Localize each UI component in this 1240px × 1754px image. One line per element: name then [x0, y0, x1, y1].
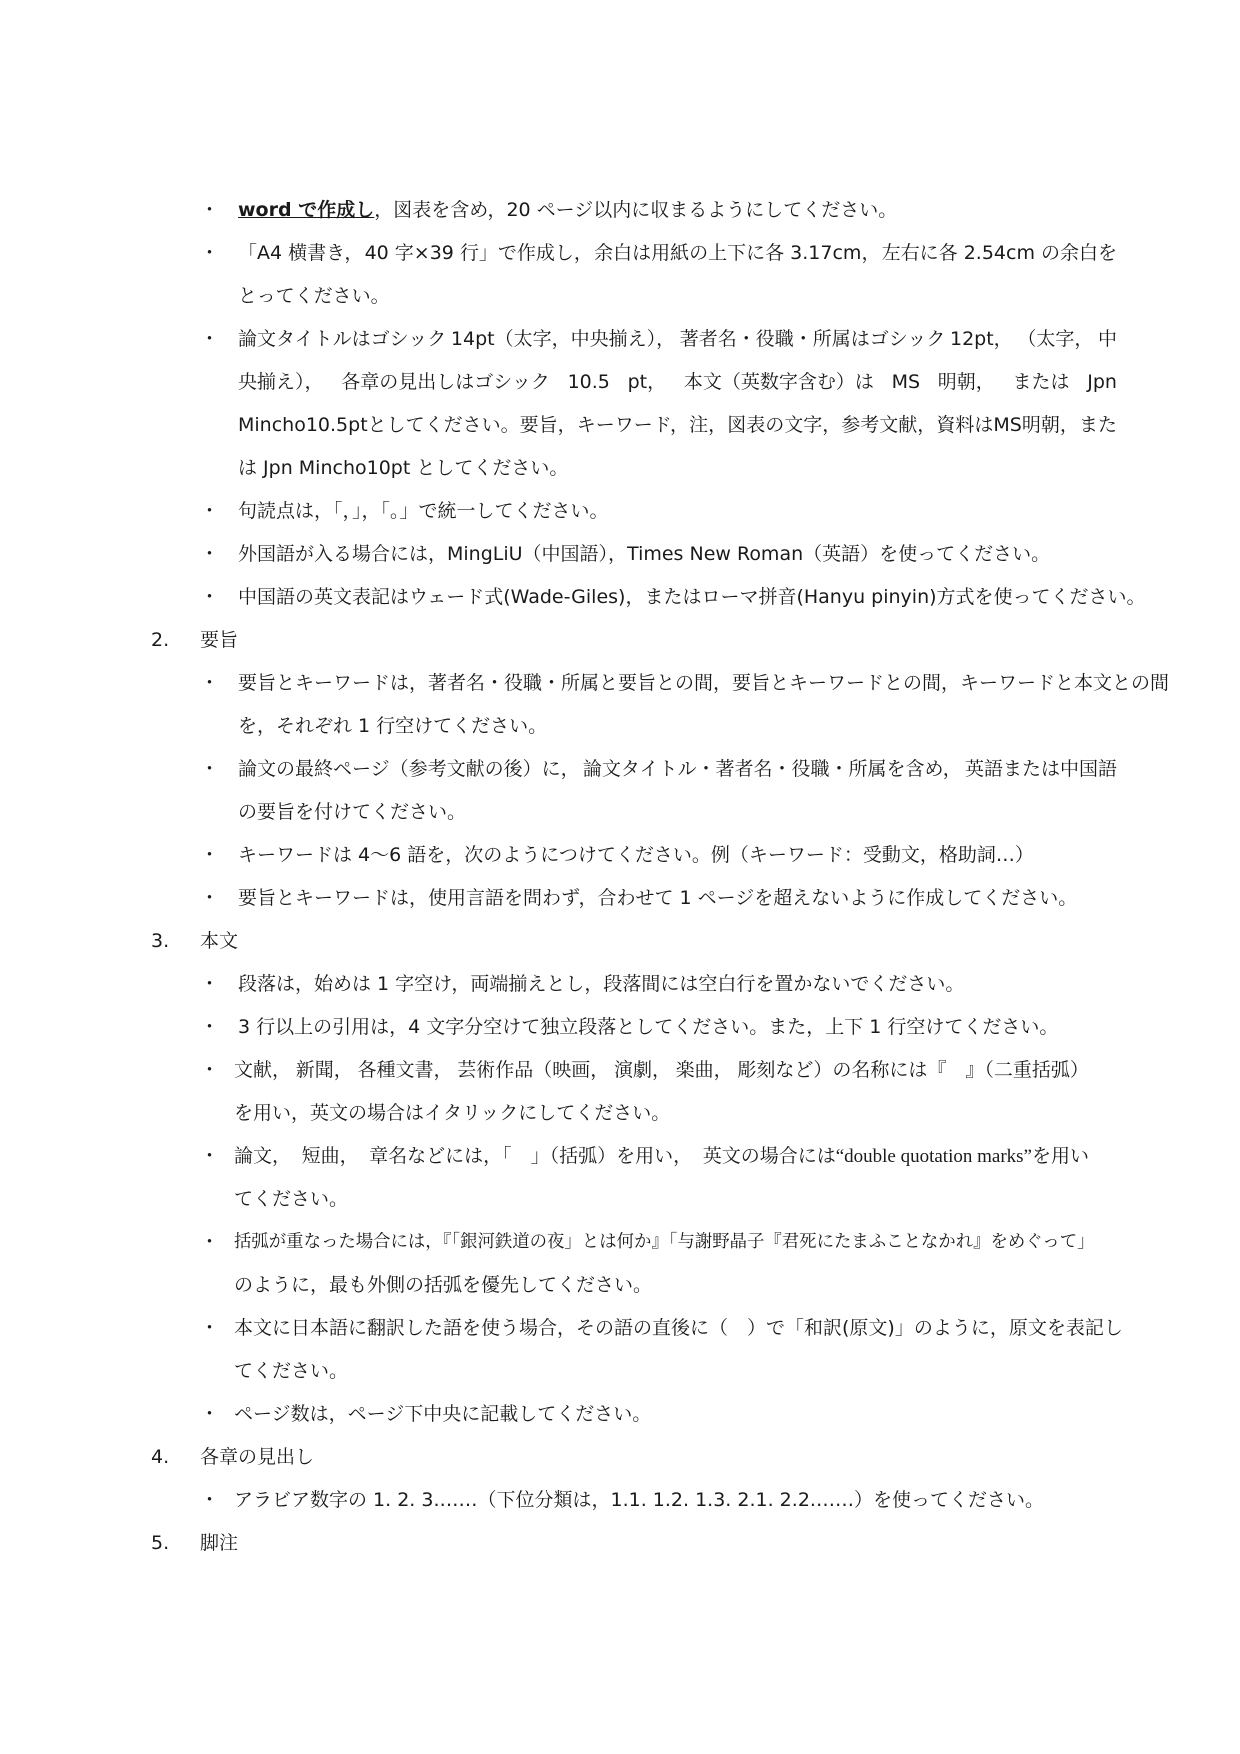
format-bullet-2-line-1: 「A4 横書き， 40 字×39 行」で作成し， 余白は用紙の上下に各 3.17cm， 左右に各 2.54cm の余白を [238, 242, 1117, 264]
section-number: 3. [151, 930, 170, 952]
format-bullet-2-line-2: とってください。 [238, 285, 390, 307]
bullet-marker: ・ [200, 672, 220, 694]
bullet-marker: ・ [200, 1231, 220, 1253]
bullet-marker: ・ [200, 242, 220, 264]
bullet-marker: ・ [200, 844, 220, 866]
bullet-marker: ・ [200, 758, 220, 780]
bullet-marker: ・ [200, 500, 220, 522]
abstract-bullet-1-line-1: 要旨とキーワードは， 著者名・役職・所属と要旨との間， 要旨とキーワードとの間， キーワードと本文との間 [238, 672, 1170, 694]
format-bullet-3-line-1: 論文タイトルはゴシック 14pt（太字，中央揃え）， 著者名・役職・所属はゴシック 12pt， （太字， 中 [238, 328, 1117, 350]
body-bullet-5-line-1: 括弧が重なった場合には，『「銀河鉄道の夜」とは何か』「与謝野晶子『君死にたまふことなかれ』をめぐって」 [234, 1232, 1095, 1252]
format-bullet-1: word で作成し，図表を含め，20 ページ以内に収まるようにしてください。 [238, 199, 898, 221]
body-bullet-6-line-2: てください。 [234, 1360, 349, 1382]
headings-bullet-1: アラビア数字の 1. 2. 3.……（下位分類は，1.1. 1.2. 1.3. 2.1. 2.2.……）を使ってください。 [234, 1489, 1044, 1511]
bullet-marker: ・ [200, 1016, 220, 1038]
format-bullet-3-line-3: Mincho10.5ptとしてください。要旨， キーワード， 注， 図表の文字， 参考文献， 資料はMS明朝， また [238, 414, 1117, 436]
bullet-marker: ・ [200, 1489, 220, 1511]
body-bullet-6-line-1: 本文に日本語に翻訳した語を使う場合， その語の直後に（ ）で「和訳(原文)」のように， 原文を表記し [234, 1317, 1123, 1339]
body-bullet-1: 段落は，始めは 1 字空け，両端揃えとし，段落間には空白行を置かないでください。 [238, 973, 965, 995]
abstract-bullet-2-line-1: 論文の最終ページ（参考文献の後）に， 論文タイトル・著者名・役職・所属を含め， 英語または中国語 [238, 758, 1117, 780]
bullet-marker: ・ [200, 1145, 220, 1167]
abstract-bullet-2-line-2: の要旨を付けてください。 [238, 801, 467, 823]
bullet-marker: ・ [200, 1317, 220, 1339]
section-title: 各章の見出し [200, 1446, 315, 1468]
format-bullet-3-line-2: 央揃え）， 各章の見出しはゴシック 10.5 pt， 本文（英数字含む）は MS 明朝， または Jpn [238, 371, 1117, 393]
bullet-marker: ・ [200, 887, 220, 909]
section-number: 2. [151, 629, 170, 651]
format-bullet-4: 句読点は，「，」，「。」で統一してください。 [238, 500, 609, 522]
body-bullet-7: ページ数は，ページ下中央に記載してください。 [234, 1403, 652, 1425]
word-emphasis: word で作成し [238, 199, 375, 221]
body-bullet-4-line-1: 論文， 短曲， 章名などには，「 」（括弧）を用い， 英文の場合には“double quotation marks”を用い [234, 1145, 1089, 1167]
section-title: 本文 [200, 930, 239, 952]
bullet-marker: ・ [200, 1403, 220, 1425]
format-bullet-3-line-4: は Jpn Mincho10pt としてください。 [238, 457, 569, 479]
body-bullet-3-line-1: 文献， 新聞， 各種文書， 芸術作品（映画， 演劇， 楽曲， 彫刻など）の名称には『 』（二重括弧） [234, 1059, 1089, 1081]
abstract-bullet-3: キーワードは 4～6 語を，次のようにつけてください。例（キーワード：受動文，格助詞…） [238, 844, 1034, 866]
format-bullet-5: 外国語が入る場合には，MingLiU（中国語），Times New Roman（英語）を使ってください。 [238, 543, 1051, 565]
bullet-marker: ・ [200, 973, 220, 995]
body-bullet-2: 3 行以上の引用は，4 文字分空けて独立段落としてください。また，上下 1 行空けてください。 [238, 1016, 1059, 1038]
bullet-marker: ・ [200, 1059, 220, 1081]
section-title: 要旨 [200, 629, 239, 651]
bullet-marker: ・ [200, 199, 220, 221]
section-number: 5. [151, 1532, 170, 1554]
body-bullet-4-line-2: てください。 [234, 1188, 349, 1210]
bullet-marker: ・ [200, 543, 220, 565]
abstract-bullet-4: 要旨とキーワードは，使用言語を問わず，合わせて 1 ページを超えないように作成してください。 [238, 887, 1078, 909]
section-title: 脚注 [200, 1532, 239, 1554]
format-bullet-6: 中国語の英文表記はウェード式(Wade-Giles)，またはローマ拼音(Hanyu pinyin)方式を使ってください。 [238, 586, 1146, 608]
abstract-bullet-1-line-2: を，それぞれ 1 行空けてください。 [238, 715, 548, 737]
body-bullet-3-line-2: を用い，英文の場合はイタリックにしてください。 [234, 1102, 671, 1124]
bullet-marker: ・ [200, 328, 220, 350]
bullet-marker: ・ [200, 586, 220, 608]
section-number: 4. [151, 1446, 170, 1468]
body-bullet-5-line-2: のように，最も外側の括弧を優先してください。 [234, 1274, 653, 1296]
